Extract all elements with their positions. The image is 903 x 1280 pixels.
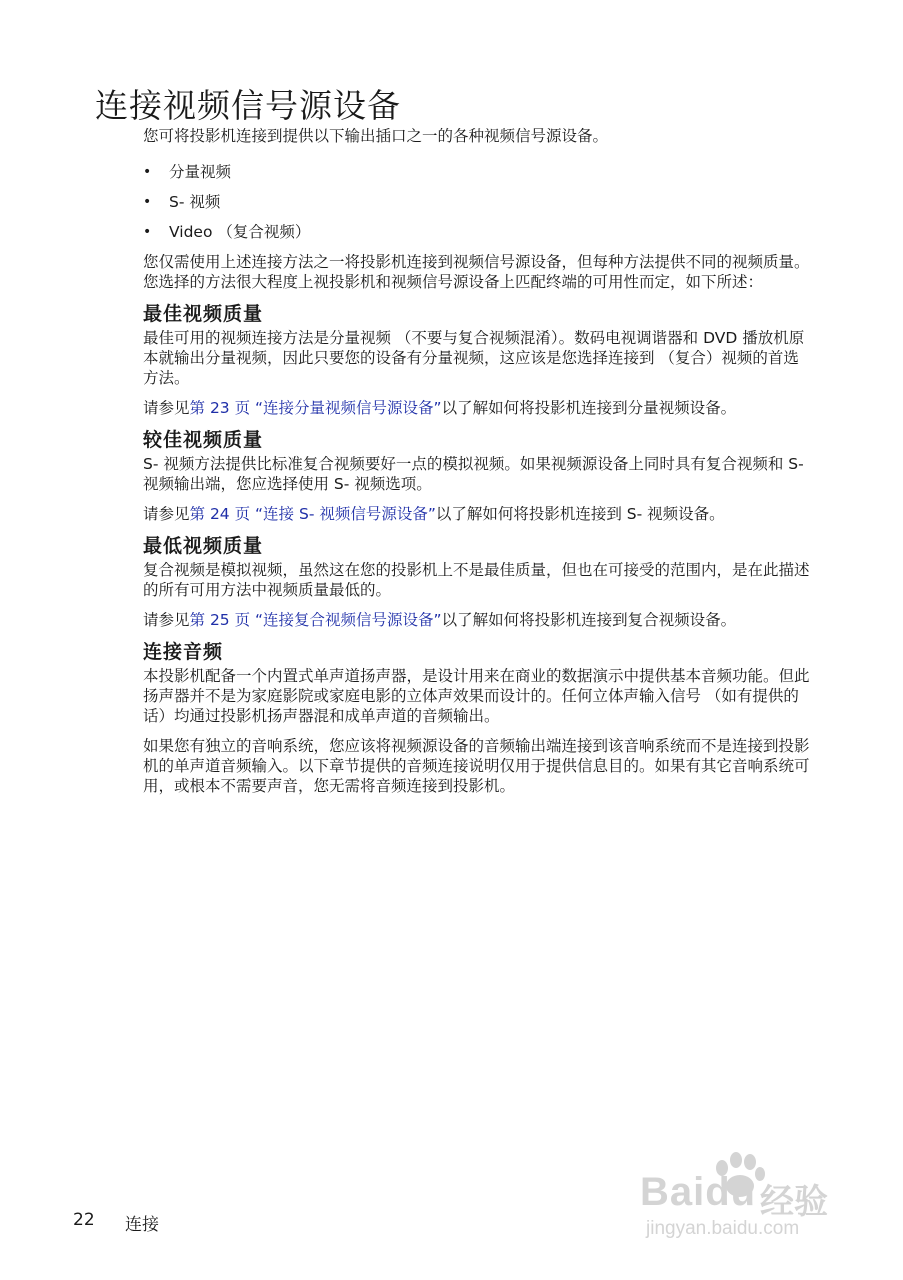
- watermark-brand-cn: 经验: [760, 1182, 828, 1222]
- reference-suffix: 以了解如何将投影机连接到分量视频设备。: [441, 399, 737, 417]
- reference-suffix: 以了解如何将投影机连接到复合视频设备。: [441, 611, 737, 629]
- section-heading-lowest: 最低视频质量: [143, 535, 264, 557]
- bullet-icon: •: [143, 224, 152, 240]
- list-item-label: Video （复合视频）: [169, 223, 311, 241]
- list-item: [143, 192, 813, 212]
- section-body-lowest: 复合视频是模拟视频，虽然这在您的投影机上不是最佳质量，但也在可接受的范围内，是在此描述的所有可用方法中视频质量最低的。: [143, 561, 810, 599]
- section-heading-best: 最佳视频质量: [143, 303, 264, 325]
- section-reference-better: [143, 504, 813, 524]
- watermark-url: jingyan.baidu.com: [646, 1218, 800, 1239]
- list-item: [143, 162, 813, 182]
- page-title: 连接视频信号源设备: [95, 86, 401, 125]
- baidu-jingyan-watermark: [640, 1150, 860, 1250]
- bullet-icon: •: [143, 194, 152, 210]
- methods-paragraph: 您仅需使用上述连接方法之一将投影机连接到视频信号源设备，但每种方法提供不同的视频质量。您选择的方法很大程度上视投影机和视频信号源设备上匹配终端的可用性而定，如下所述：: [143, 253, 810, 291]
- reference-prefix: 请参见: [143, 505, 190, 523]
- footer-section-label: 连接: [125, 1215, 159, 1235]
- section-body-better: S- 视频方法提供比标准复合视频要好一点的模拟视频。如果视频源设备上同时具有复合视频和 S- 视频输出端，您应选择使用 S- 视频选项。: [143, 455, 804, 493]
- audio-paragraph-2: 如果您有独立的音响系统，您应该将视频源设备的音频输出端连接到该音响系统而不是连接到投影机的单声道音频输入。以下章节提供的音频连接说明仅用于提供信息目的。如果有其它音响系统可用，或根本不需要声音，您无需将音频连接到投影机。: [143, 737, 810, 795]
- audio-paragraph-1: 本投影机配备一个内置式单声道扬声器，是设计用来在商业的数据演示中提供基本音频功能。但此扬声器并不是为家庭影院或家庭电影的立体声效果而设计的。任何立体声输入信号 （如有提供的话）均通过投影机扬声器混和成单声道的音频输出。: [143, 667, 810, 725]
- document-body: [143, 126, 813, 806]
- reference-prefix: 请参见: [143, 611, 190, 629]
- section-body-best: 最佳可用的视频连接方法是分量视频 （不要与复合视频混淆）。数码电视调谐器和 DVD 播放机原本就输出分量视频，因此只要您的设备有分量视频，这应该是您选择连接到 （复合）视频的首选方法。: [143, 329, 805, 387]
- page-25-link[interactable]: 第 25 页 “连接复合视频信号源设备”: [189, 611, 442, 629]
- list-item-label: S- 视频: [169, 193, 221, 211]
- watermark-brand: Baidu: [640, 1170, 757, 1214]
- page-23-link[interactable]: 第 23 页 “连接分量视频信号源设备”: [189, 399, 442, 417]
- section-reference-best: [143, 398, 813, 418]
- reference-suffix: 以了解如何将投影机连接到 S- 视频设备。: [435, 505, 725, 523]
- intro-paragraph: 您可将投影机连接到提供以下输出插口之一的各种视频信号源设备。: [143, 127, 609, 145]
- output-jack-list: [143, 162, 813, 242]
- section-heading-better: 较佳视频质量: [143, 429, 264, 451]
- section-reference-lowest: [143, 610, 813, 630]
- section-heading-audio: 连接音频: [143, 641, 224, 663]
- list-item-label: 分量视频: [169, 163, 232, 181]
- bullet-icon: •: [143, 164, 152, 180]
- page-24-link[interactable]: 第 24 页 “连接 S- 视频信号源设备”: [189, 505, 436, 523]
- list-item: [143, 222, 813, 242]
- reference-prefix: 请参见: [143, 399, 190, 417]
- page-number: 22: [73, 1210, 95, 1230]
